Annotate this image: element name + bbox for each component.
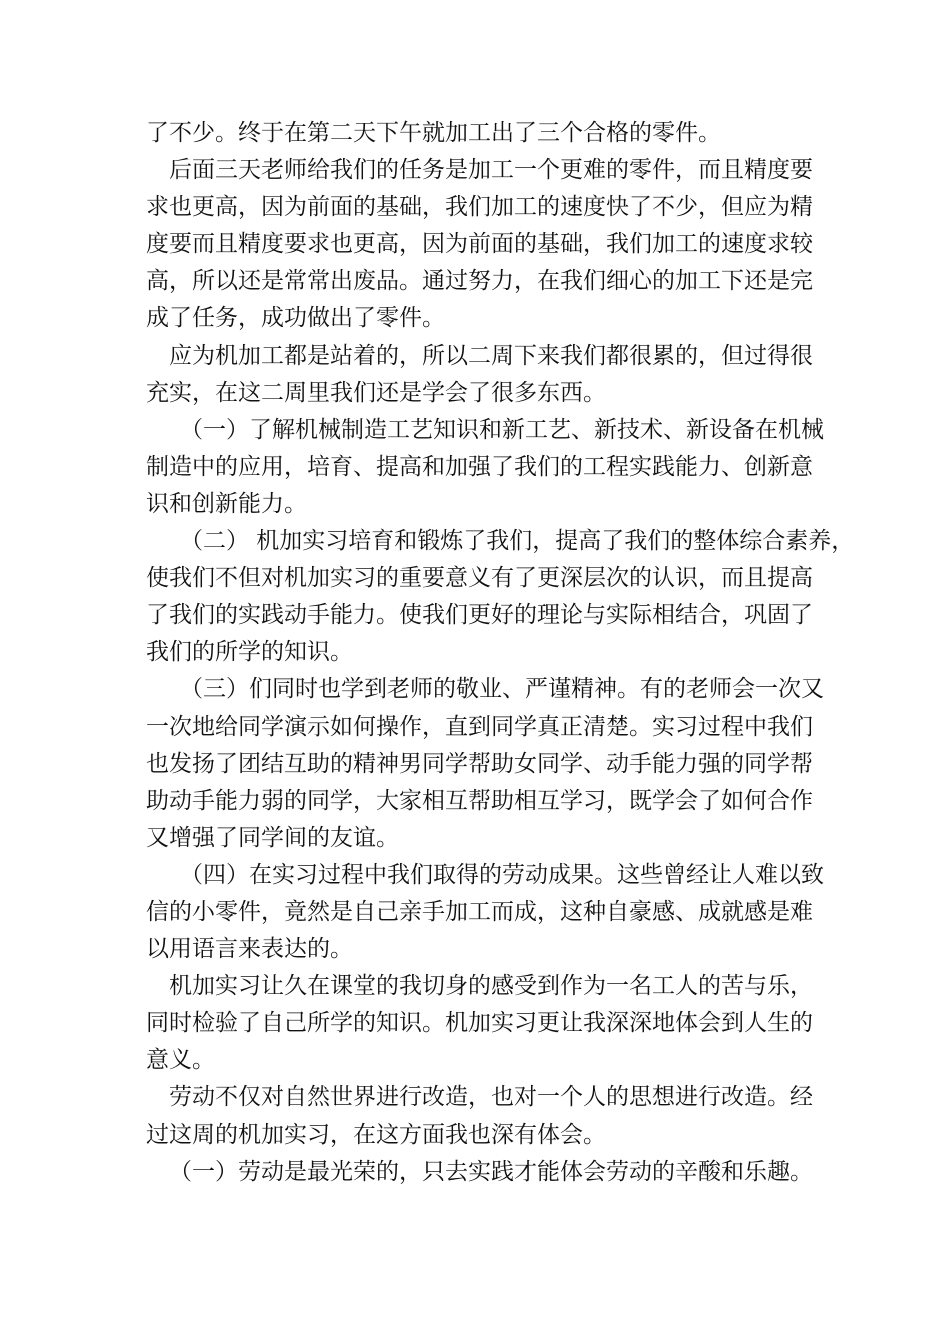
- text-line: 助动手能力弱的同学，大家相互帮助相互学习，既学会了如何合作: [146, 787, 813, 814]
- text-line: 了我们的实践动手能力。使我们更好的理论与实际相结合，巩固了: [146, 602, 813, 629]
- text-line: 一次地给同学演示如何操作，直到同学真正清楚。实习过程中我们: [146, 713, 813, 740]
- text-line: 了不少。终于在第二天下午就加工出了三个合格的零件。: [146, 120, 721, 146]
- text-line: 识和创新能力。: [146, 490, 307, 517]
- text-line: （二） 机加实习培育和锻炼了我们，提高了我们的整体综合素养，: [180, 528, 855, 555]
- text-line: 也发扬了团结互助的精神男同学帮助女同学、动手能力强的同学帮: [146, 750, 813, 777]
- text-line: 制造中的应用，培育、提高和加强了我们的工程实践能力、创新意: [146, 453, 813, 480]
- text-line: 同时检验了自己所学的知识。机加实习更让我深深地体会到人生的: [146, 1010, 813, 1037]
- text-line: 我们的所学的知识。: [146, 639, 353, 666]
- text-line: （一）劳动是最光荣的，只去实践才能体会劳动的辛酸和乐趣。: [169, 1158, 813, 1185]
- text-line: 成了任务，成功做出了零件。: [146, 305, 445, 332]
- text-line: 以用语言来表达的。: [146, 936, 353, 963]
- body-text: [146, 115, 855, 1191]
- text-line: 意义。: [146, 1047, 215, 1074]
- text-line: 机加实习让久在课堂的我切身的感受到作为一名工人的苦与乐，: [169, 973, 813, 1000]
- text-line: 使我们不但对机加实习的重要意义有了更深层次的认识，而且提高: [146, 565, 813, 592]
- text-line: 信的小零件，竟然是自己亲手加工而成，这种自豪感、成就感是难: [146, 898, 813, 925]
- text-line: （四）在实习过程中我们取得的劳动成果。这些曾经让人难以致: [180, 861, 824, 888]
- text-line: 充实，在这二周里我们还是学会了很多东西。: [146, 379, 606, 406]
- text-line: 过这周的机加实习，在这方面我也深有体会。: [146, 1121, 606, 1148]
- text-line: （三）们同时也学到老师的敬业、严谨精神。有的老师会一次又: [180, 676, 824, 703]
- text-line: 度要而且精度要求也更高，因为前面的基础，我们加工的速度求较: [146, 231, 813, 258]
- text-line: 高，所以还是常常出废品。通过努力，在我们细心的加工下还是完: [146, 268, 813, 295]
- text-line: 又增强了同学间的友谊。: [146, 824, 399, 851]
- text-line: 后面三天老师给我们的任务是加工一个更难的零件，而且精度要: [169, 157, 813, 184]
- text-line: （一）了解机械制造工艺知识和新工艺、新技术、新设备在机械: [180, 416, 824, 443]
- text-line: 劳动不仅对自然世界进行改造，也对一个人的思想进行改造。经: [169, 1084, 813, 1111]
- text-line: 求也更高，因为前面的基础，我们加工的速度快了不少，但应为精: [146, 194, 813, 221]
- text-line: 应为机加工都是站着的，所以二周下来我们都很累的，但过得很: [169, 342, 813, 369]
